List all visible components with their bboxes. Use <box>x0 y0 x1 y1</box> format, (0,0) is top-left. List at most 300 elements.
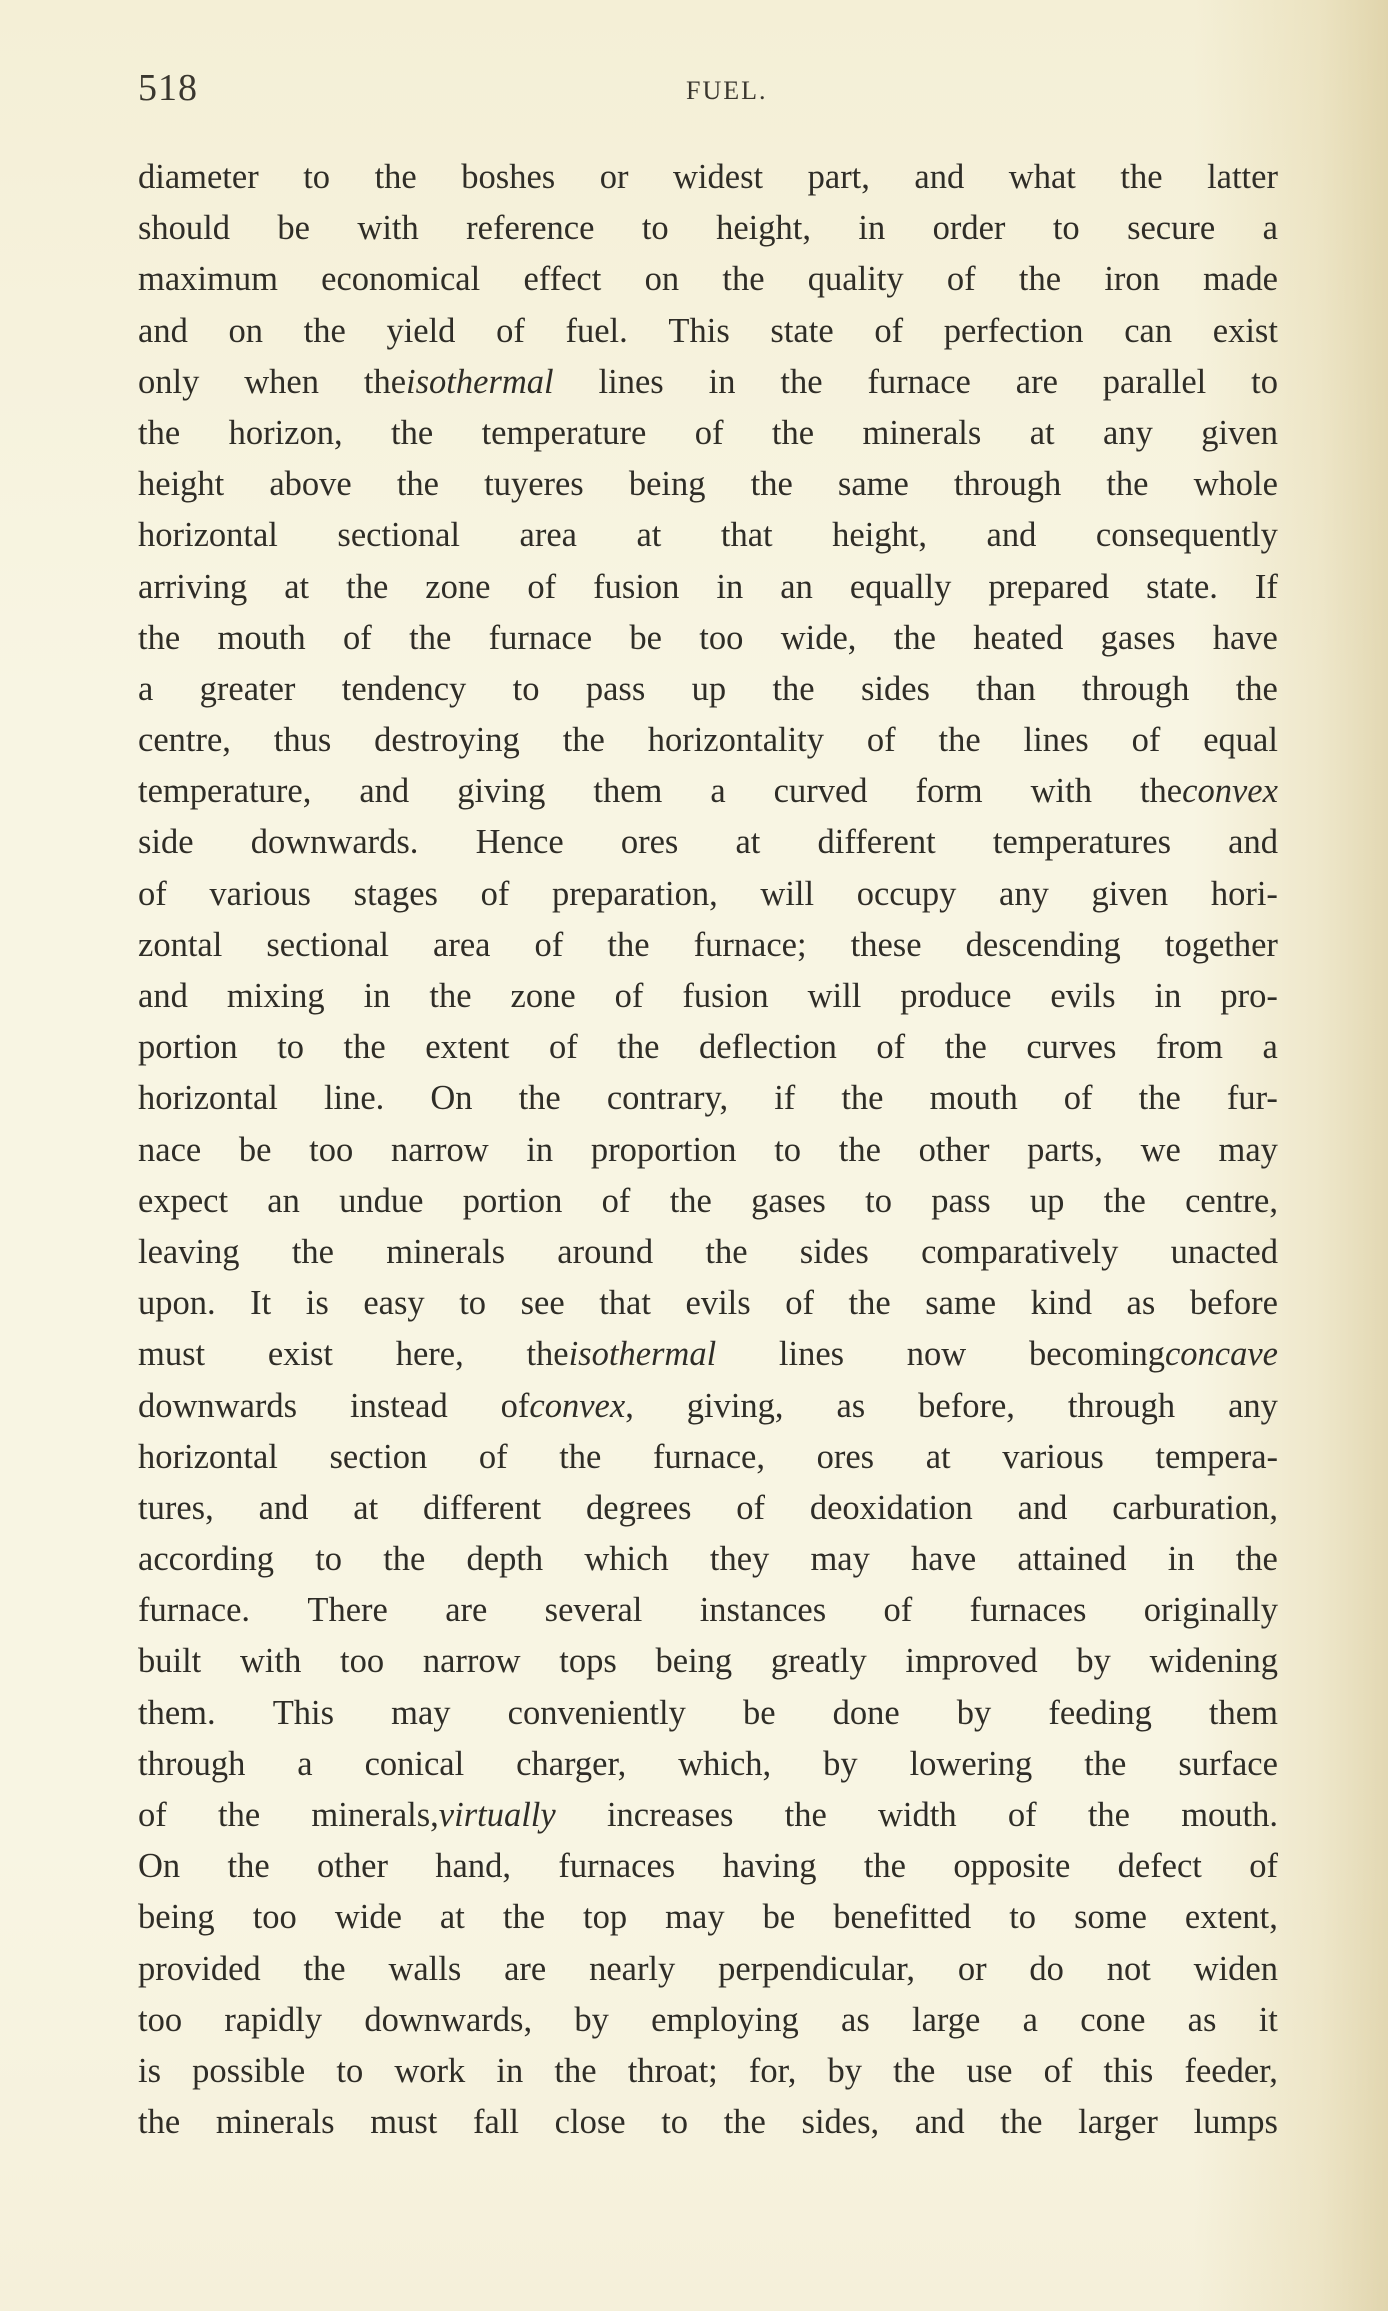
word-text: temperatures <box>992 823 1172 862</box>
word <box>1213 613 1278 664</box>
word-text: now <box>906 1335 967 1374</box>
text-line-words <box>138 203 1278 254</box>
text-line-words <box>138 613 1278 664</box>
word <box>850 562 952 613</box>
word-text: by <box>827 2051 863 2090</box>
word-text: descending <box>965 925 1121 964</box>
word-text: greater <box>199 669 296 708</box>
running-title: FUEL. <box>686 76 768 105</box>
word <box>1209 1688 1278 1739</box>
word <box>463 1176 563 1227</box>
word <box>138 1688 216 1739</box>
text-line <box>138 1432 1278 1483</box>
word <box>466 203 594 254</box>
word <box>386 306 455 357</box>
word-text: downwards <box>138 1386 298 1425</box>
word-text: the <box>723 2103 766 2142</box>
word <box>1190 1278 1278 1329</box>
word <box>138 459 224 510</box>
word-text: destroying <box>374 721 520 760</box>
word-text: made <box>1203 260 1278 299</box>
word-text: diameter <box>138 158 259 196</box>
word-text: extent, <box>1184 1898 1278 1937</box>
word <box>858 203 885 254</box>
word-text: see <box>520 1284 565 1323</box>
word-text: the <box>669 1181 712 1220</box>
word <box>138 971 188 1022</box>
word <box>138 1073 278 1124</box>
word <box>1203 715 1278 766</box>
word-text: the <box>705 1232 748 1271</box>
word <box>771 1636 867 1687</box>
word-text: them. <box>138 1693 216 1732</box>
word <box>1127 1278 1156 1329</box>
word <box>274 715 332 766</box>
word <box>1118 1841 1202 1892</box>
word-text: too <box>138 2000 183 2039</box>
word <box>699 1022 837 1073</box>
word-text: the <box>346 567 389 606</box>
word <box>1031 1278 1092 1329</box>
word-text: the <box>554 2051 597 2090</box>
word <box>648 715 824 766</box>
word <box>423 1483 541 1534</box>
word-text: prepared <box>988 567 1110 606</box>
word <box>1112 1483 1278 1534</box>
word <box>555 2097 626 2148</box>
word-text: comparatively <box>921 1232 1119 1271</box>
word-text: of <box>527 567 557 606</box>
word <box>970 1585 1087 1636</box>
word <box>396 1329 464 1380</box>
word <box>445 1585 487 1636</box>
italic-term: isothermal <box>406 362 554 401</box>
word <box>481 869 510 920</box>
word-text: to <box>1251 362 1278 401</box>
word-text: furnace <box>867 362 971 401</box>
word <box>138 1381 297 1432</box>
word <box>958 1944 987 1995</box>
word <box>1074 1892 1147 1943</box>
word <box>138 254 278 305</box>
word <box>1228 1381 1278 1432</box>
word-text: lines <box>1023 721 1089 760</box>
word <box>1227 1073 1278 1124</box>
word <box>692 664 727 715</box>
word-text: can <box>1124 311 1173 350</box>
word <box>508 1688 686 1739</box>
word-text: proportion <box>590 1130 737 1169</box>
word-text: before, <box>918 1386 1015 1425</box>
word <box>329 1432 427 1483</box>
word-text: too <box>252 1898 297 1937</box>
word <box>1249 1841 1278 1892</box>
text-line-words <box>138 1329 1278 1380</box>
word <box>482 408 647 459</box>
word-text: large <box>912 2000 981 2039</box>
word <box>520 510 577 561</box>
text-line <box>138 1125 1278 1176</box>
word <box>1026 1022 1116 1073</box>
word-text: the <box>409 618 452 657</box>
word <box>861 664 930 715</box>
word <box>1048 1688 1151 1739</box>
word <box>785 1790 827 1841</box>
word <box>661 2097 688 2148</box>
word <box>523 254 601 305</box>
word-text: a <box>1262 209 1278 248</box>
word-text: area <box>519 516 577 555</box>
word-text: of <box>534 925 564 964</box>
word-text: this <box>1103 2051 1154 2090</box>
word <box>511 971 576 1022</box>
word <box>1194 2097 1278 2148</box>
word <box>340 1636 384 1687</box>
word-text: must <box>138 1335 206 1374</box>
word <box>810 1534 869 1585</box>
word <box>1263 203 1278 254</box>
word <box>364 357 554 408</box>
word-text: of <box>496 311 525 350</box>
word <box>1082 664 1189 715</box>
word <box>810 1483 973 1534</box>
word <box>802 2097 880 2148</box>
word <box>433 920 490 971</box>
word-text: than <box>976 669 1036 708</box>
word-text: sides <box>860 669 930 708</box>
word <box>1236 1534 1278 1585</box>
word-text: the <box>526 1335 569 1374</box>
word <box>138 1329 205 1380</box>
word-text: any <box>1103 413 1153 452</box>
word <box>836 1381 865 1432</box>
word-text: of <box>614 977 644 1015</box>
word-text: hand, <box>435 1847 511 1886</box>
word <box>266 920 389 971</box>
word <box>303 1944 345 1995</box>
word <box>673 152 763 203</box>
word <box>309 1125 353 1176</box>
word <box>138 766 311 817</box>
word-text: must <box>370 2103 438 2142</box>
word <box>409 613 451 664</box>
word <box>317 1841 388 1892</box>
word-text: and <box>359 772 410 811</box>
word-text: several <box>544 1591 643 1630</box>
word-text: thus <box>273 721 332 760</box>
word <box>1168 1534 1195 1585</box>
text-line <box>138 1995 1278 2046</box>
word <box>138 1176 228 1227</box>
word <box>467 1534 544 1585</box>
text-line <box>138 1227 1278 1278</box>
word <box>138 1483 214 1534</box>
text-line <box>138 1790 1278 1841</box>
word-text: should <box>138 209 231 248</box>
italic-term: convex <box>529 1386 626 1425</box>
word <box>918 1381 1015 1432</box>
text-line <box>138 562 1278 613</box>
word <box>832 510 927 561</box>
word <box>1030 1176 1065 1227</box>
word <box>772 408 814 459</box>
word-text: furnaces <box>558 1847 676 1886</box>
word <box>599 1278 651 1329</box>
word <box>209 869 311 920</box>
word-text: the <box>374 158 417 196</box>
text-line <box>138 1585 1278 1636</box>
word-text: may <box>391 1693 451 1732</box>
word <box>138 1790 167 1841</box>
word-text: furnace; <box>693 925 807 964</box>
word-text: and <box>1017 1488 1068 1527</box>
word <box>138 613 180 664</box>
italic-term: concave <box>1164 1335 1278 1374</box>
word <box>354 869 438 920</box>
word <box>774 1125 801 1176</box>
word-text: through <box>1082 669 1190 708</box>
text-line-words <box>138 562 1278 613</box>
word <box>496 306 525 357</box>
word <box>559 1432 601 1483</box>
word <box>216 2097 335 2148</box>
word-text: portion <box>138 1028 238 1067</box>
text-line <box>138 613 1278 664</box>
word-text: On <box>430 1079 473 1118</box>
text-line <box>138 1329 1278 1380</box>
word <box>1144 1585 1278 1636</box>
text-line-words <box>138 1176 1278 1227</box>
word-text: heated <box>973 618 1064 657</box>
text-line <box>138 1841 1278 1892</box>
word-text: various <box>1002 1437 1104 1476</box>
word-text: degrees <box>586 1488 692 1527</box>
word <box>268 1329 333 1380</box>
word <box>397 459 439 510</box>
word-text: the <box>771 413 815 452</box>
word-text: before <box>1189 1284 1278 1323</box>
word <box>138 1278 216 1329</box>
word-text: the <box>1106 465 1149 504</box>
word <box>907 1329 966 1380</box>
word <box>1218 1125 1277 1176</box>
word-text: the <box>383 1540 426 1579</box>
word-text: be <box>762 1898 796 1937</box>
word-text: of <box>138 874 167 913</box>
word <box>651 1995 799 2046</box>
word <box>865 1176 892 1227</box>
word-text: the <box>1018 260 1062 299</box>
word <box>552 869 718 920</box>
word <box>425 1022 509 1073</box>
word <box>473 2097 519 2148</box>
word <box>1023 1995 1038 2046</box>
word <box>1106 459 1148 510</box>
word <box>343 613 372 664</box>
word <box>670 1176 712 1227</box>
text-line <box>138 869 1278 920</box>
word <box>1024 715 1089 766</box>
word-text: lines <box>598 362 664 401</box>
word <box>770 306 833 357</box>
word <box>461 152 555 203</box>
text-line <box>138 203 1278 254</box>
word <box>653 1432 765 1483</box>
word-text: same <box>837 465 909 504</box>
text-line <box>138 971 1278 1022</box>
word-text: widen <box>1193 1949 1278 1988</box>
word-text: easy <box>363 1284 425 1323</box>
word-text: furnace. <box>138 1591 251 1630</box>
word <box>723 1841 817 1892</box>
word-text: fall <box>473 2103 520 2142</box>
word <box>1002 1432 1104 1483</box>
word-text: being <box>655 1642 733 1681</box>
word-text: increases <box>606 1796 734 1834</box>
word <box>1141 1125 1181 1176</box>
text-line-words <box>138 2097 1278 2148</box>
word <box>828 2046 863 2097</box>
word <box>779 1329 844 1380</box>
word-text: of <box>480 874 510 913</box>
word-text: Hence <box>475 823 564 862</box>
word <box>615 971 644 1022</box>
running-head <box>138 66 1278 116</box>
word <box>884 1585 913 1636</box>
word <box>501 1381 634 1432</box>
word-text: carburation, <box>1112 1488 1278 1527</box>
word <box>760 869 814 920</box>
word <box>944 306 1084 357</box>
word <box>945 1022 987 1073</box>
text-line <box>138 1944 1278 1995</box>
word <box>1019 254 1061 305</box>
word-text: these <box>850 925 922 964</box>
word <box>1139 1073 1181 1124</box>
italic-term: virtually <box>438 1796 556 1834</box>
word <box>1050 971 1115 1022</box>
word-text: at <box>636 516 662 555</box>
word-text: tempera- <box>1155 1437 1278 1476</box>
word <box>823 1739 858 1790</box>
word-text: pass <box>931 1181 991 1220</box>
word <box>138 869 167 920</box>
word-text: built <box>138 1642 202 1681</box>
word <box>874 306 903 357</box>
word-text: conical <box>364 1744 465 1783</box>
word <box>228 1841 270 1892</box>
word-text: becoming <box>1028 1335 1165 1374</box>
text-line <box>138 254 1278 305</box>
word <box>931 1176 990 1227</box>
word <box>253 1892 297 1943</box>
word-text: improved <box>905 1642 1038 1681</box>
text-line <box>138 459 1278 510</box>
word <box>321 254 480 305</box>
word <box>335 1892 402 1943</box>
word <box>297 1739 312 1790</box>
word-text: of <box>1007 1796 1037 1834</box>
word-text: horizon, <box>228 413 343 452</box>
word <box>863 408 982 459</box>
word-text: here, <box>395 1335 464 1374</box>
word <box>1124 306 1172 357</box>
text-line <box>138 1636 1278 1687</box>
word <box>919 1125 990 1176</box>
word-text: tuyeres <box>484 465 584 504</box>
word-text: pro- <box>1220 977 1278 1015</box>
word-text: through <box>1067 1386 1176 1425</box>
word <box>629 459 706 510</box>
word-text: attained <box>1017 1540 1127 1579</box>
italic-term: convex <box>1182 772 1278 811</box>
word <box>629 613 662 664</box>
word-text: will <box>807 977 862 1015</box>
word <box>705 1227 747 1278</box>
word-text: leaving <box>138 1232 240 1271</box>
word <box>138 1125 201 1176</box>
word <box>1165 920 1278 971</box>
word-text: the <box>502 1898 546 1937</box>
word-text: contrary, <box>606 1079 729 1118</box>
word-text: which, <box>678 1744 772 1783</box>
word-text: sectional <box>266 925 389 964</box>
word-text: given <box>1091 874 1169 913</box>
word <box>1103 408 1153 459</box>
word <box>933 203 1006 254</box>
word-text: , <box>625 1386 634 1425</box>
word-text: upon. <box>138 1284 216 1323</box>
word-text: of <box>694 413 724 452</box>
word-text: together <box>1164 925 1278 964</box>
text-line-words <box>138 1432 1278 1483</box>
word <box>833 1688 900 1739</box>
word-text: This <box>668 311 730 350</box>
text-line <box>138 1022 1278 1073</box>
word <box>138 1841 180 1892</box>
word-text: on <box>228 311 263 350</box>
word <box>966 2046 1012 2097</box>
word <box>430 1073 472 1124</box>
word <box>699 613 743 664</box>
word-text: of <box>866 721 896 760</box>
word-text: the <box>396 465 439 504</box>
word-text: the <box>772 669 815 708</box>
word-text: secure <box>1127 209 1216 248</box>
word-text: defect <box>1117 1847 1202 1886</box>
word-text: iron <box>1104 260 1160 299</box>
word-text: of <box>1063 1079 1093 1118</box>
word-text: the <box>607 925 650 964</box>
word <box>763 1892 796 1943</box>
word-text: height, <box>716 209 811 248</box>
word <box>710 1534 769 1585</box>
word-text: boshes <box>461 158 556 196</box>
word-text: mixing <box>226 977 325 1015</box>
text-line-words <box>138 1585 1278 1636</box>
text-line-words <box>138 1739 1278 1790</box>
word <box>521 1278 565 1329</box>
word-text: portion <box>462 1181 563 1220</box>
text-line <box>138 1278 1278 1329</box>
word <box>966 920 1121 971</box>
word <box>229 408 343 459</box>
word-text: have <box>911 1540 977 1579</box>
word-text: curved <box>773 772 868 811</box>
word-text: side <box>138 823 194 862</box>
word-text: expect <box>138 1181 229 1220</box>
word <box>342 664 467 715</box>
